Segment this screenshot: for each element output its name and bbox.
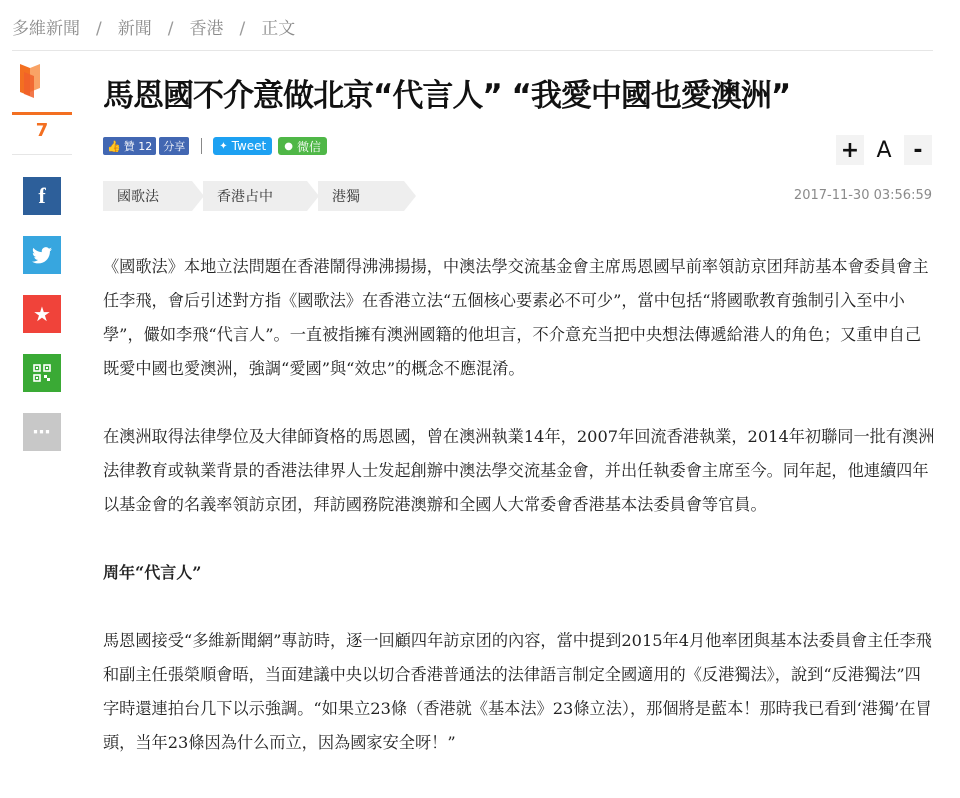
accent-divider [12,112,72,115]
qr-code-button[interactable] [23,354,61,392]
wechat-share-button[interactable] [278,137,327,155]
breadcrumb-separator: / [167,19,174,39]
wechat-icon: ● [284,140,293,152]
favorite-button[interactable] [23,295,61,333]
twitter-bird-icon: ✦ [219,140,228,152]
more-options-button[interactable] [23,413,61,451]
comment-count[interactable]: 7 [35,120,49,141]
tweet-button[interactable] [213,137,272,155]
social-divider [201,138,202,154]
breadcrumb [12,14,295,39]
like-label: 贊 12 [123,140,153,153]
social-bar [103,137,327,155]
star-icon: ★ [33,302,51,326]
paragraph: 馬恩國接受“多維新聞網”專訪時，逐一回顧四年訪京团的內容，當中提到2015年4月他率团與基本法委員會主任李飛和副主任張榮順會晤，当面建議中央以切合香港普通法的法律語言制定全國適用的《反港獨法》，說到“反港獨法”四字時還連拍台几下以示強調。“如果立23條（香港就《基本法》23條立法），那個將是藍本！那時我已看到‘港獨’在冒頭，当年23條因為什么而立，因為國家安全呀！” [103,631,932,752]
breadcrumb-separator: / [96,19,102,39]
article-title: 馬恩國不介意做北京“代言人” “我愛中國也愛澳洲” [103,78,791,114]
more-icon: ⋯ [32,421,52,443]
breadcrumb-item-news[interactable]: 新聞 [117,19,152,39]
facebook-like-button[interactable] [103,137,156,155]
twitter-share-button[interactable] [23,236,61,274]
paragraph: 在澳洲取得法律學位及大律師資格的馬恩國，曾在澳洲執業14年，2007年回流香港執業，2014年初聯同一批有澳洲法律教育或執業背景的香港法律界人士发起創辦中澳法學交流基金會，并出任執委會主席至今。同年起，他連續四年以基金會的名義率領訪京团，拜訪國務院港澳辦和全國人大常委會香港基本法委員會等官員。 [103,427,935,514]
font-size-indicator: A [868,135,900,165]
tag-national-anthem-law[interactable]: 國歌法 [103,181,192,211]
qr-code-icon [33,364,51,382]
site-logo-icon[interactable] [16,62,42,100]
wechat-label: 微信 [296,139,321,154]
tag-occupy-central[interactable]: 香港占中 [203,181,307,211]
facebook-share-small-button[interactable]: 分享 [159,137,189,155]
facebook-share-button[interactable] [23,177,61,215]
publish-date: 2017-11-30 03:56:59 [793,188,932,203]
thumbs-up-icon: 👍 [107,139,121,153]
header-divider [12,50,933,51]
breadcrumb-separator: / [239,19,246,39]
count-divider [12,154,72,155]
breadcrumb-item-home[interactable]: 多維新聞 [12,19,80,39]
breadcrumb-item-hongkong[interactable]: 香港 [189,19,224,39]
section-heading: 周年“代言人” [103,563,202,582]
tweet-label: Tweet [231,139,267,153]
breadcrumb-item-article: 正文 [261,19,296,39]
font-increase-button[interactable]: + [836,135,864,165]
article-body [103,250,935,794]
twitter-icon [32,247,52,264]
paragraph: 《國歌法》本地立法問題在香港鬧得沸沸揚揚，中澳法學交流基金會主席馬恩國早前率領訪京团拜訪基本會委員會主任李飛，會后引述對方指《國歌法》在香港立法“五個核心要素必不可少”，當中包括“將國歌教育強制引入至中小學”，儼如李飛“代言人”。一直被指擁有澳洲國籍的他坦言，不介意充当把中央想法傳遞給港人的角色；又重申自己既愛中國也愛澳洲，強調“愛國”與“效忠”的概念不應混淆。 [103,257,929,378]
facebook-icon: f [38,183,46,208]
font-decrease-button[interactable]: - [904,135,932,165]
tag-hk-independence[interactable]: 港獨 [318,181,404,211]
